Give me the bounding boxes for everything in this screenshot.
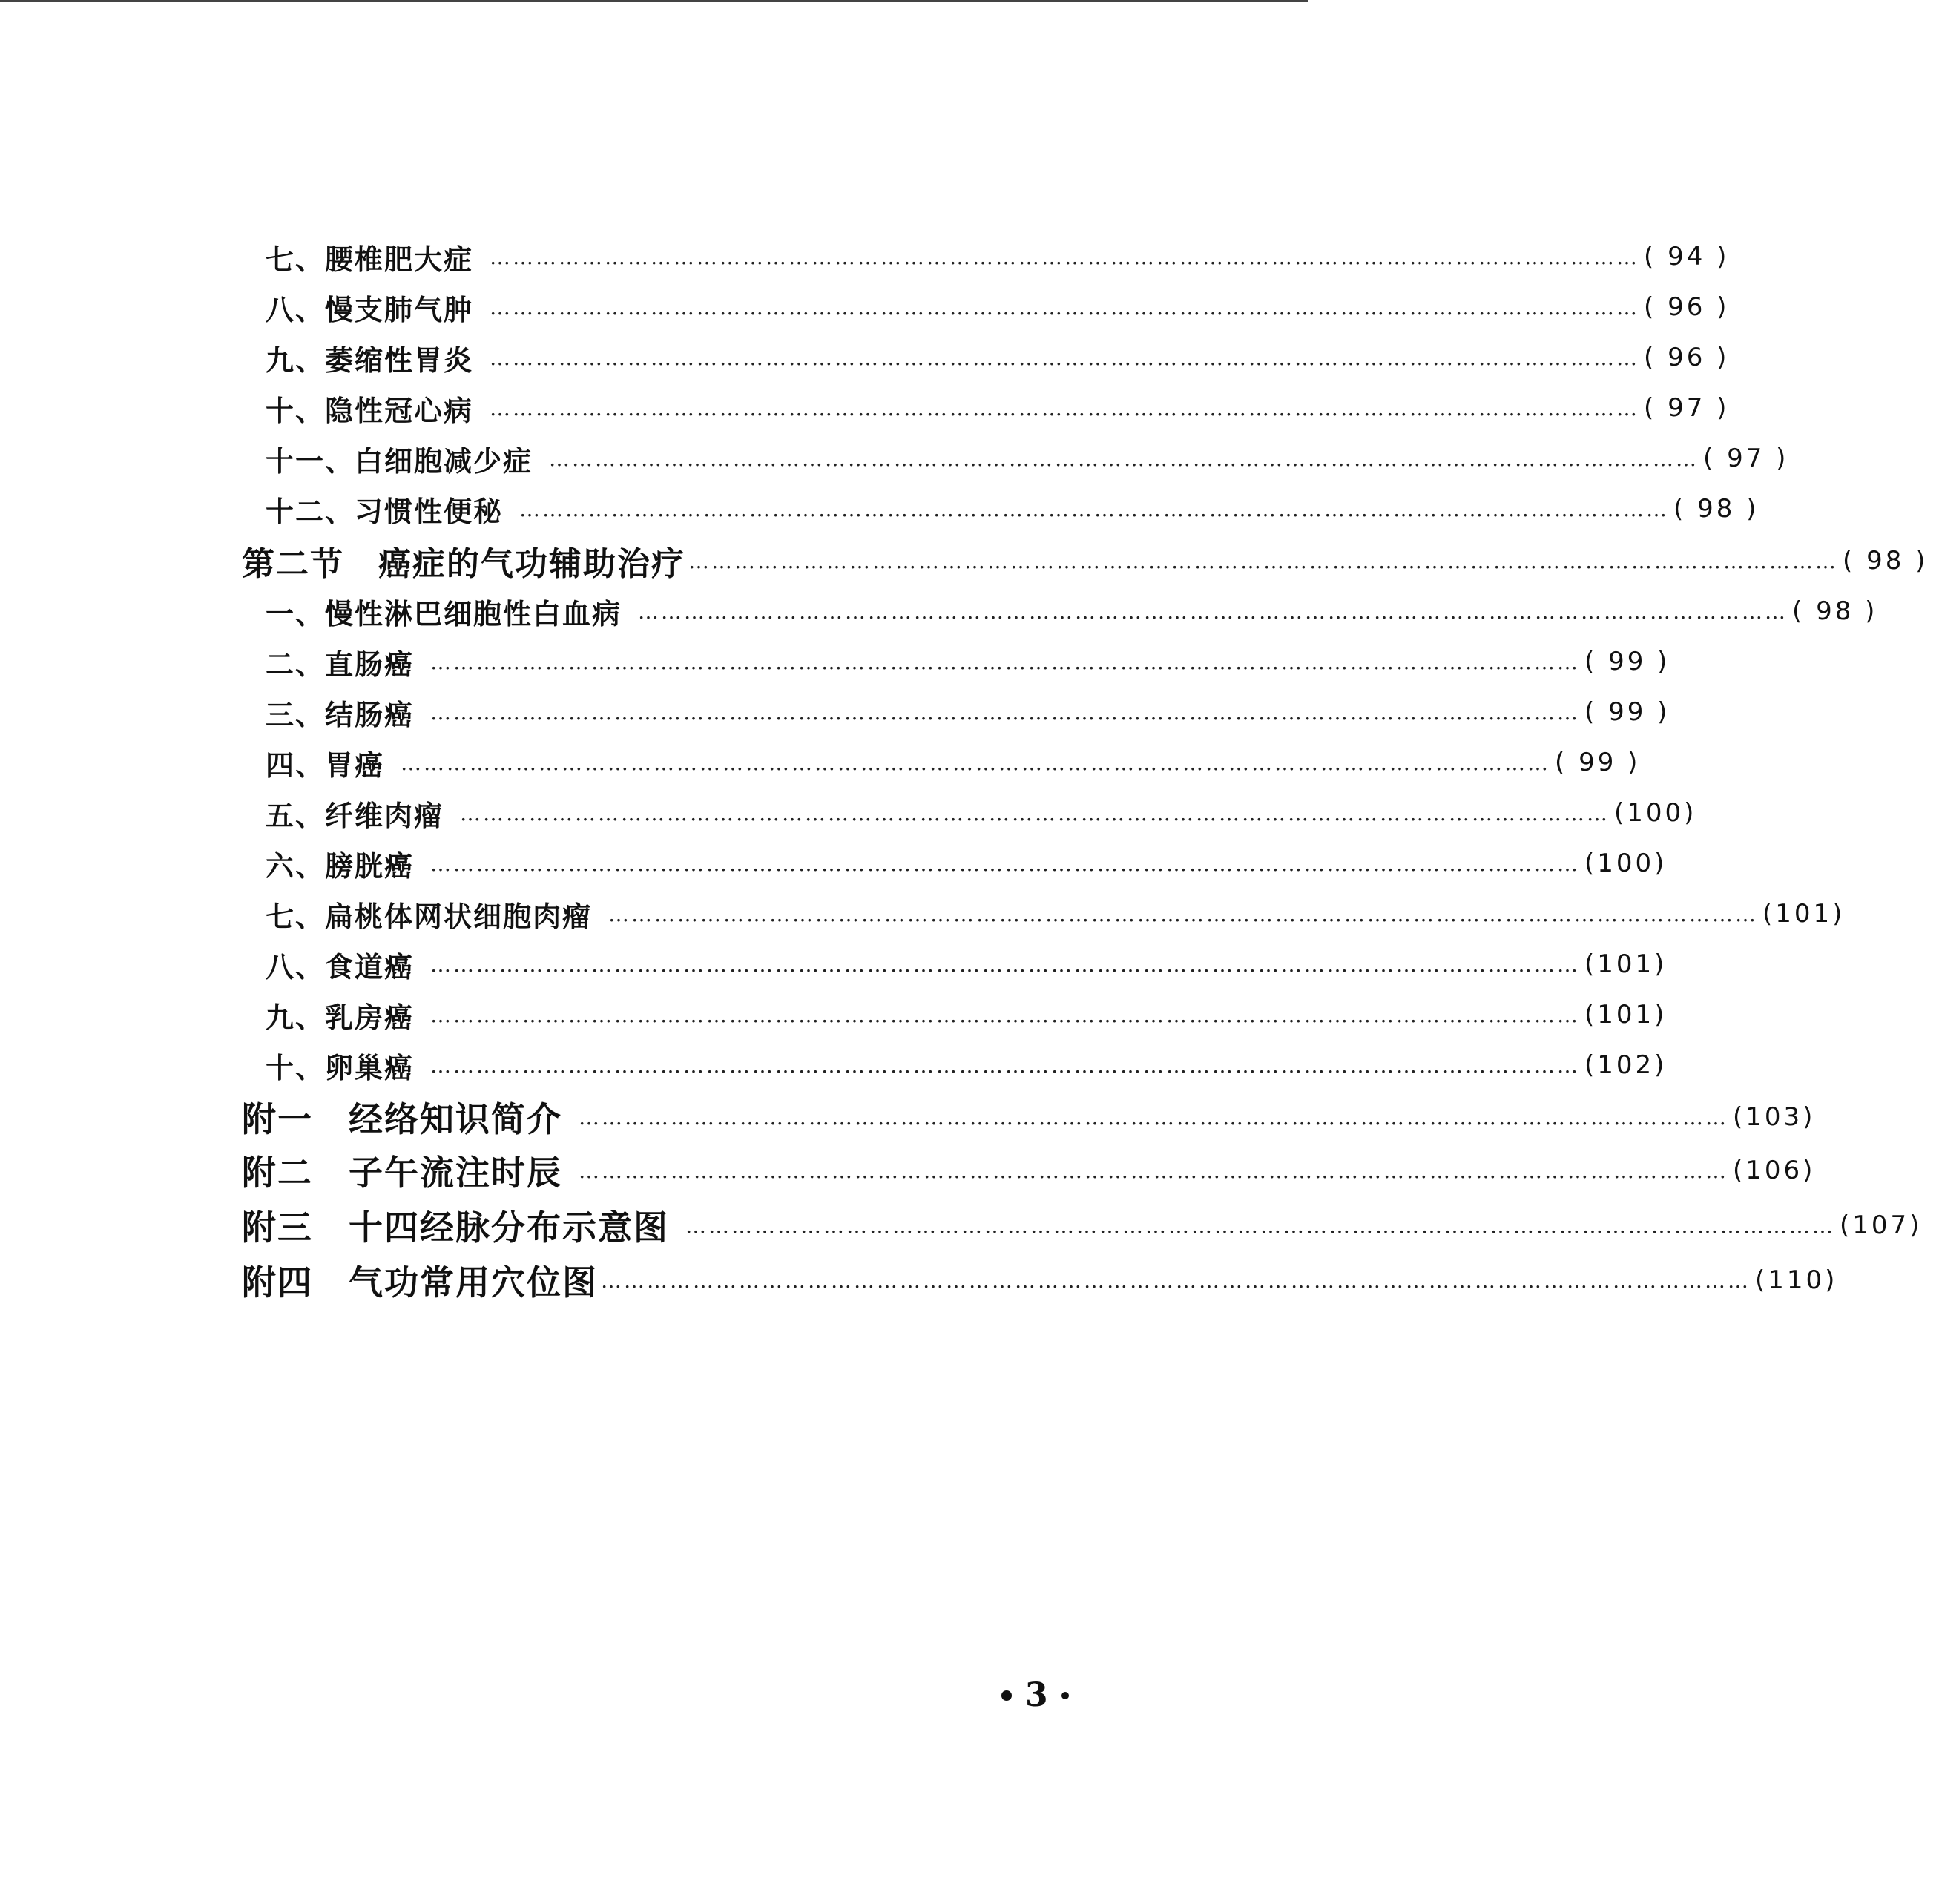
toc-leader-dots: …………………………………………………………………………………………………………………………………… bbox=[430, 699, 1581, 725]
toc-appendix-entry bbox=[242, 1096, 1816, 1139]
toc-appendix-entry bbox=[242, 1259, 1838, 1302]
toc-entry-title: 十、卵巢癌 bbox=[266, 1050, 415, 1084]
toc-entry-title: 八、慢支肺气肿 bbox=[266, 292, 474, 326]
page-folio bbox=[1001, 1676, 1069, 1714]
toc-entry-title: 四、胃癌 bbox=[266, 748, 385, 782]
toc-page-number: (101) bbox=[1762, 899, 1846, 929]
toc-entry-title: 附二 子午流注时辰 bbox=[242, 1153, 562, 1193]
toc-leader-dots: …………………………………………………………………………………………………………………………………… bbox=[688, 548, 1838, 573]
toc-entry-title: 八、食道癌 bbox=[266, 949, 415, 984]
toc-entry bbox=[266, 691, 1670, 733]
toc-page-number: (101) bbox=[1584, 1000, 1668, 1030]
toc-appendix-entry bbox=[242, 1205, 1923, 1248]
toc-entry-title: 七、腰椎肥大症 bbox=[266, 242, 474, 276]
toc-section-heading bbox=[242, 540, 1929, 583]
toc-leader-dots: …………………………………………………………………………………………………………………………………… bbox=[430, 952, 1581, 977]
toc-entry-title: 九、萎缩性胃炎 bbox=[266, 343, 474, 377]
toc-leader-dots: …………………………………………………………………………………………………………………………………… bbox=[490, 395, 1640, 421]
toc-leader-dots: …………………………………………………………………………………………………………………………………… bbox=[638, 599, 1788, 624]
folio-bullet-left bbox=[1001, 1690, 1012, 1701]
toc-entry bbox=[266, 843, 1668, 884]
toc-page-number: ( 98 ) bbox=[1843, 546, 1929, 576]
toc-entry-title: 附一 经络知识简介 bbox=[242, 1099, 562, 1139]
toc-entry-title: 六、膀胱癌 bbox=[266, 849, 415, 883]
toc-leader-dots: …………………………………………………………………………………………………………………………………… bbox=[430, 649, 1581, 674]
toc-entry bbox=[266, 236, 1730, 277]
toc-entry bbox=[266, 994, 1668, 1035]
toc-leader-dots: …………………………………………………………………………………………………………………………………… bbox=[460, 800, 1610, 826]
toc-entry bbox=[266, 893, 1846, 935]
toc-page-number: ( 94 ) bbox=[1644, 242, 1730, 271]
toc-entry bbox=[266, 337, 1730, 378]
toc-entry-title: 附四 气功常用穴位图 bbox=[242, 1262, 598, 1302]
toc-entry bbox=[266, 488, 1759, 530]
toc-page-number: (106) bbox=[1733, 1156, 1816, 1185]
toc-leader-dots: …………………………………………………………………………………………………………………………………… bbox=[579, 1158, 1728, 1183]
toc-leader-dots: …………………………………………………………………………………………………………………………………… bbox=[430, 1002, 1581, 1027]
toc-entry bbox=[266, 438, 1789, 479]
toc-leader-dots: …………………………………………………………………………………………………………………………………… bbox=[601, 1268, 1751, 1293]
toc-page-number: (110) bbox=[1755, 1265, 1838, 1295]
toc-leader-dots: …………………………………………………………………………………………………………………………………… bbox=[685, 1213, 1835, 1238]
toc-entry bbox=[266, 742, 1641, 783]
toc-entry bbox=[266, 387, 1730, 429]
toc-leader-dots: …………………………………………………………………………………………………………………………………… bbox=[608, 901, 1759, 926]
toc-page-number: ( 99 ) bbox=[1584, 697, 1670, 727]
toc-entry-title: 一、慢性淋巴细胞性白血病 bbox=[266, 596, 622, 630]
toc-entry bbox=[266, 943, 1668, 985]
toc-page-number: ( 97 ) bbox=[1644, 393, 1730, 423]
toc-page-number: (103) bbox=[1733, 1102, 1816, 1132]
toc-page-number: ( 98 ) bbox=[1673, 494, 1759, 524]
toc-entry-title: 三、结肠癌 bbox=[266, 697, 415, 731]
toc-page-number: (102) bbox=[1584, 1050, 1668, 1080]
toc-entry bbox=[266, 641, 1670, 682]
toc-entry bbox=[266, 1044, 1668, 1086]
toc-leader-dots: …………………………………………………………………………………………………………………………………… bbox=[401, 750, 1551, 775]
toc-entry bbox=[266, 286, 1730, 328]
toc-leader-dots: …………………………………………………………………………………………………………………………………… bbox=[430, 851, 1581, 876]
toc-entry-title: 七、扁桃体网状细胞肉瘤 bbox=[266, 899, 593, 933]
toc-page-number: ( 96 ) bbox=[1644, 292, 1730, 322]
toc-entry-title: 二、直肠癌 bbox=[266, 647, 415, 681]
toc-leader-dots: …………………………………………………………………………………………………………………………………… bbox=[579, 1104, 1728, 1130]
toc-entry-title: 九、乳房癌 bbox=[266, 1000, 415, 1034]
toc-appendix-entry bbox=[242, 1150, 1816, 1193]
toc-leader-dots: …………………………………………………………………………………………………………………………………… bbox=[490, 294, 1640, 320]
toc-entry-title: 十一、白细胞减少症 bbox=[266, 444, 533, 478]
toc-page-number: (107) bbox=[1840, 1210, 1923, 1240]
folio-bullet-right bbox=[1061, 1692, 1069, 1699]
page-number: 3 bbox=[1025, 1676, 1048, 1714]
toc-leader-dots: …………………………………………………………………………………………………………………………………… bbox=[519, 496, 1670, 521]
toc-entry-title: 十二、习惯性便秘 bbox=[266, 494, 504, 528]
toc-page-number: ( 96 ) bbox=[1644, 343, 1730, 372]
toc-page-number: (100) bbox=[1584, 849, 1668, 878]
toc-leader-dots: …………………………………………………………………………………………………………………………………… bbox=[549, 446, 1699, 471]
toc-leader-dots: …………………………………………………………………………………………………………………………………… bbox=[490, 345, 1640, 370]
toc-entry bbox=[266, 590, 1878, 632]
toc-page-number: ( 99 ) bbox=[1584, 647, 1670, 676]
toc-entry-title: 五、纤维肉瘤 bbox=[266, 798, 444, 832]
toc-page-number: ( 98 ) bbox=[1792, 596, 1878, 626]
toc-leader-dots: …………………………………………………………………………………………………………………………………… bbox=[490, 244, 1640, 269]
toc-page-number: ( 97 ) bbox=[1703, 444, 1789, 473]
toc-leader-dots: …………………………………………………………………………………………………………………………………… bbox=[430, 1053, 1581, 1078]
toc-page-number: (101) bbox=[1584, 949, 1668, 979]
toc-page-number: (100) bbox=[1614, 798, 1697, 828]
toc-entry-title: 附三 十四经脉分布示意图 bbox=[242, 1208, 669, 1248]
toc-page-number: ( 99 ) bbox=[1555, 748, 1641, 777]
toc-entry-title: 十、隐性冠心病 bbox=[266, 393, 474, 427]
toc-entry bbox=[266, 792, 1697, 834]
toc-entry-title: 第二节 癌症的气功辅助治疗 bbox=[242, 545, 685, 583]
